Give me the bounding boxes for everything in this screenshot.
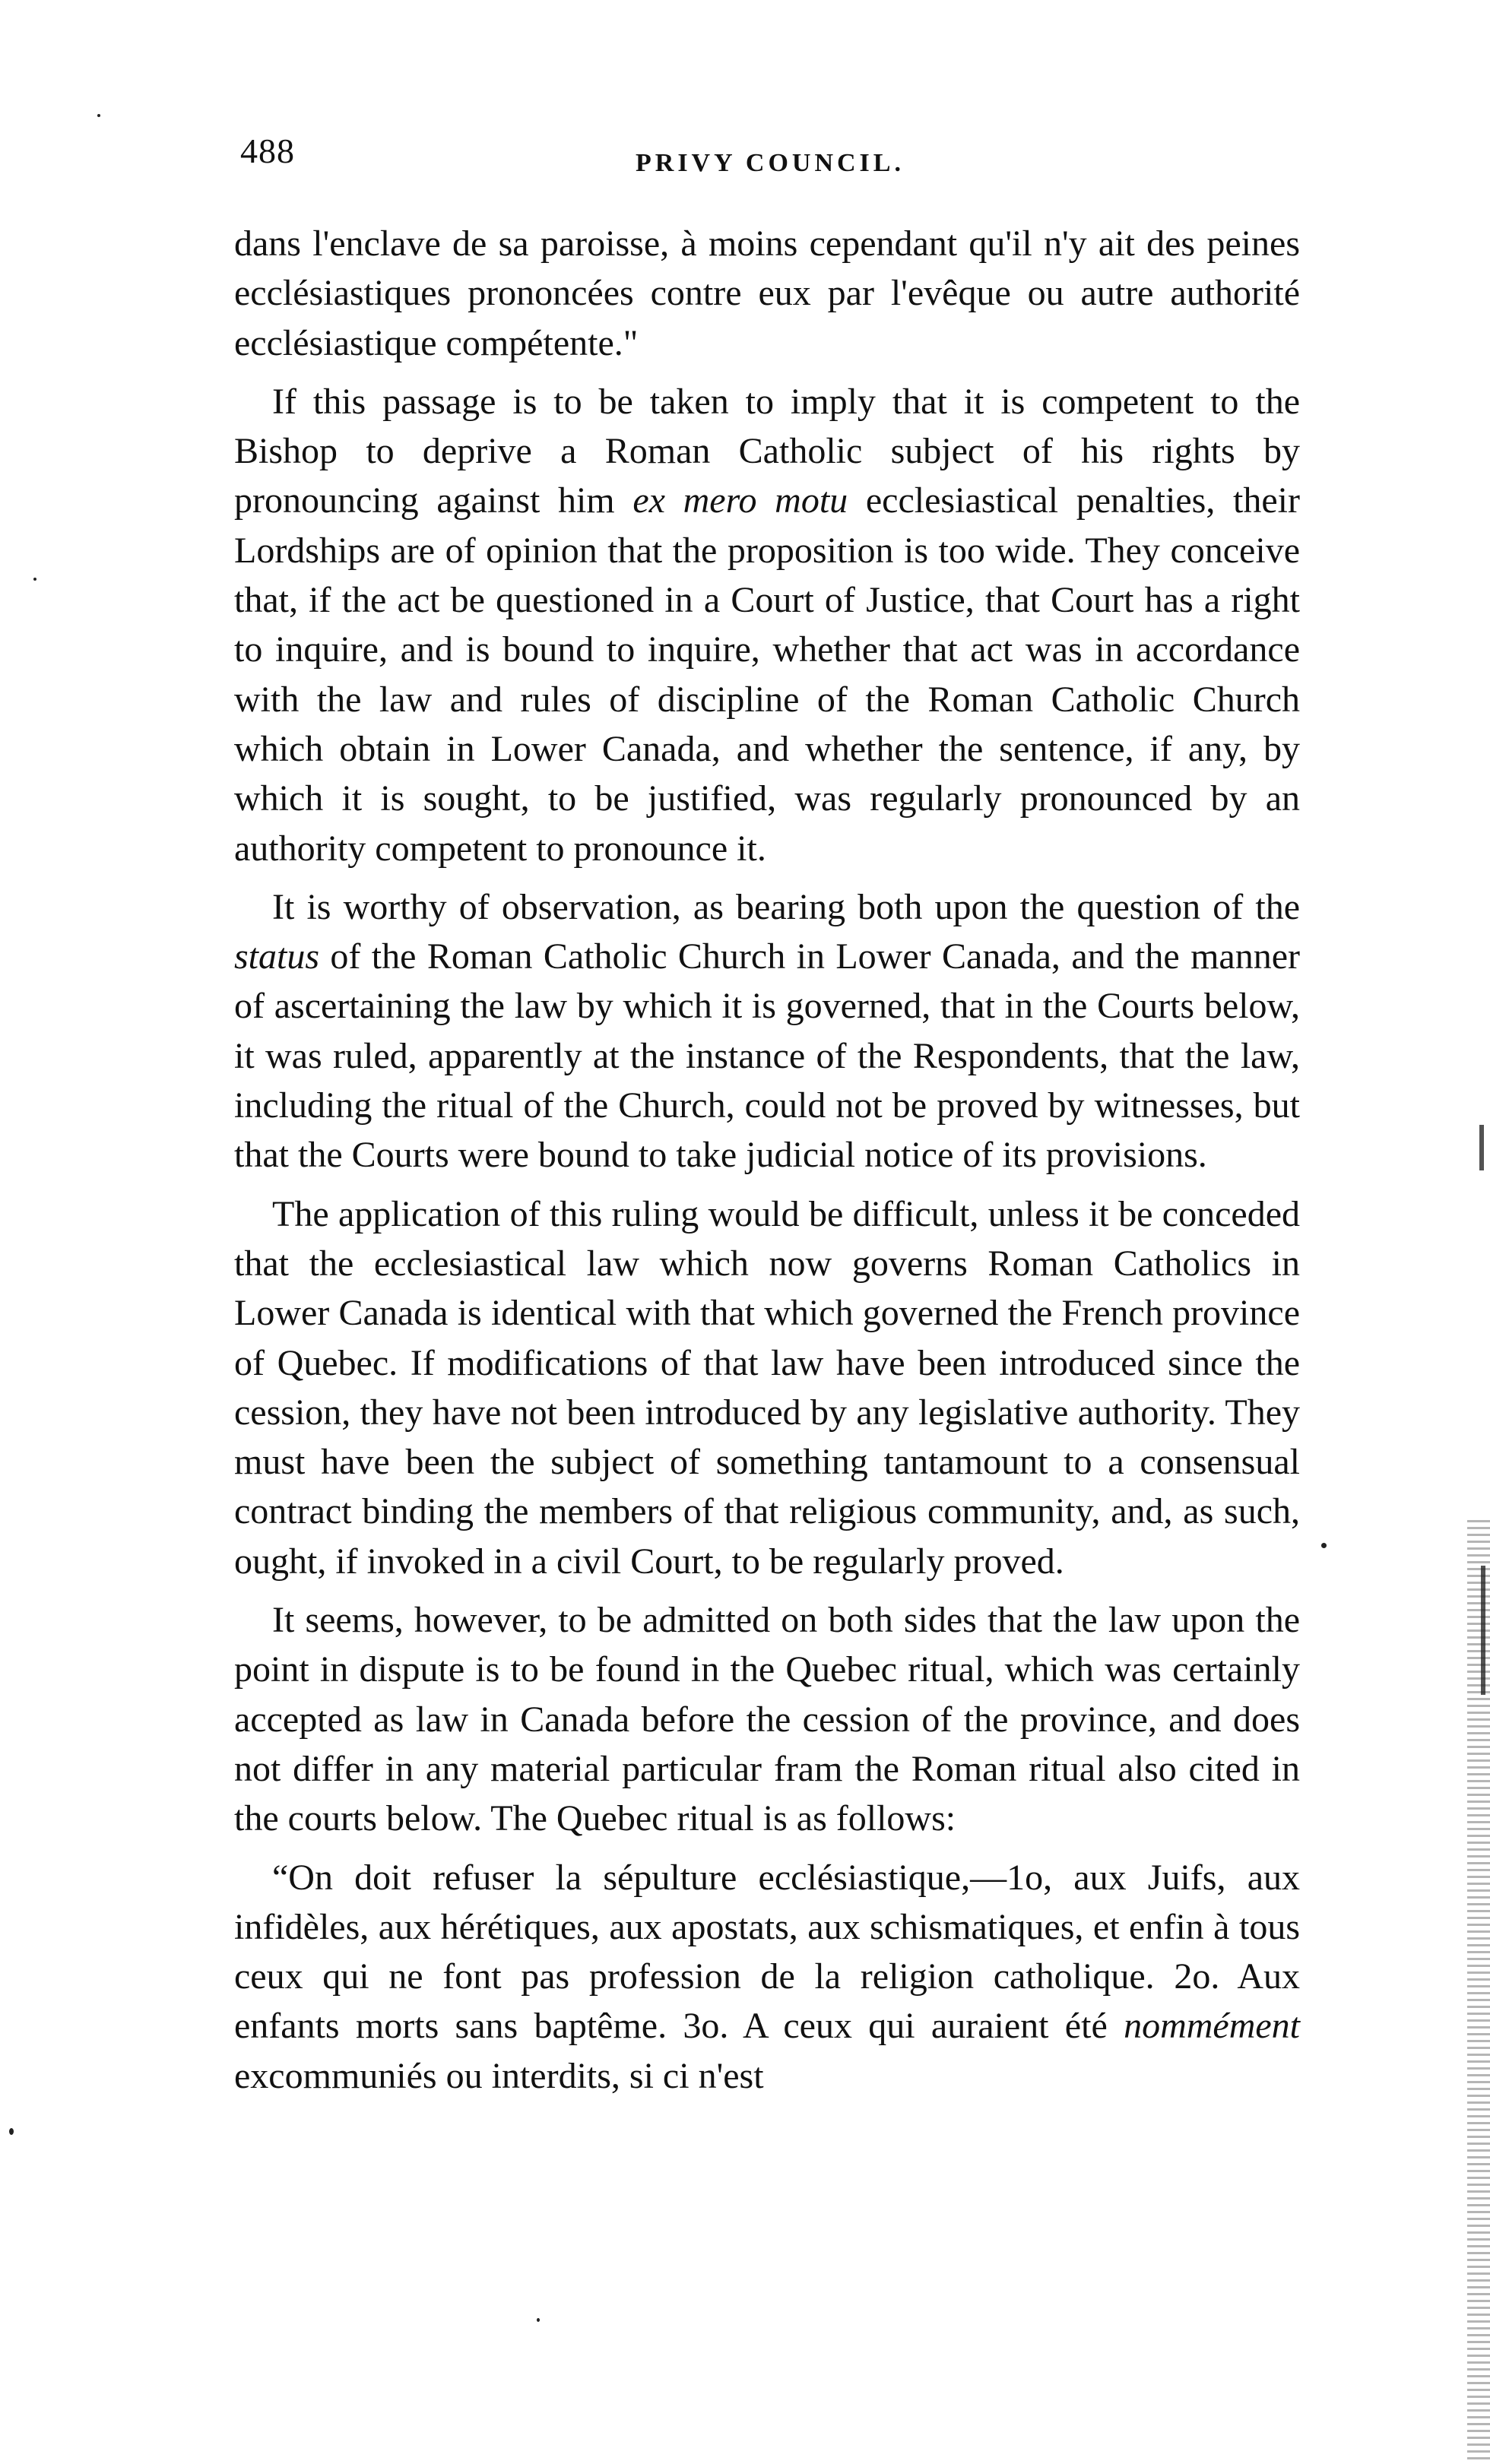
paragraph [234,377,1300,873]
italic-phrase: nommément [1124,2006,1300,2047]
paragraph-text: If this passage is to be taken to imply that it is competent to the Bishop to deprive a Roman Catholic subject of his rights by pronouncing against him [234,381,1300,521]
paragraph-text: It seems, however, to be admitted on both sides that the law upon the point in dispute is to be found in the Quebec ritual, which was certainly accepted as law in Canada before the cession of the province, and does not differ in any material particular fram the Roman ritual also cited in the courts below. The Quebec ritual is as follows: [234,1600,1300,1839]
page-number: 488 [240,131,295,170]
page-header [240,128,1300,188]
italic-phrase: status [234,936,320,977]
paragraph-text: ecclesiastical penalties, their Lordships are of opinion that the proposition is too wide. They conceive that, if the act be questioned in a Court of Justice, that Court has a right to inquire, and is bound to inquire, whether that act was in accordance with the law and rules of discipline of the Roman Catholic Church which obtain in Lower Canada, and whether the sentence, if any, by which it is sought, to be justified, was regularly pronounced by an authority competent to pronounce it. [234,480,1300,869]
paragraph-quote [234,1853,1300,2101]
paragraph [234,1189,1300,1586]
paragraph-text: “On doit refuser la sépulture ecclésiastique,—1o, aux Juifs, aux infidèles, aux hérétiques, aux apostats, aux schismatiques, et enfin à tous ceux qui ne font pas profession de la religion catholique. 2o. Aux enfants morts sans baptême. 3o. A ceux qui auraient été [234,1857,1300,2047]
scan-speck [537,2318,540,2322]
running-head: PRIVY COUNCIL. [636,149,905,177]
paragraph [234,1595,1300,1843]
scan-speck [1321,1543,1327,1548]
paragraph-text: The application of this ruling would be difficult, unless it be conceded that the ecclesiastical law which now governs Roman Catholics in Lower Canada is identical with that which governed the French province of Quebec. If modifications of that law have been introduced since the cession, they have not been introduced by any legislative authority. They must have been the subject of something tantamount to a consensual contract binding the members of that religious community, and, as such, ought, if invoked in a civil Court, to be regularly proved. [234,1193,1300,1582]
body-text [234,219,1300,2101]
scan-speck [33,578,36,581]
paragraph-continued-quote [234,219,1300,368]
scan-speck [9,2128,14,2135]
paragraph-text: excommuniés ou interdits, si ci n'est [234,2055,764,2096]
paragraph-text: of the Roman Catholic Church in Lower Canada, and the manner of ascertaining the law by which it is governed, that in the Courts below, it was ruled, apparently at the instance of the Respondents, that the law, including the ritual of the Church, could not be proved by witnesses, but that the Courts were bound to take judicial notice of its provisions. [234,936,1300,1176]
paragraph-text: dans l'enclave de sa paroisse, à moins cependant qu'il n'y ait des peines ecclésiastiques prononcées contre eux par l'evêque ou autre authorité ecclésiastique compétente." [234,223,1300,363]
paragraph-text: It is worthy of observation, as bearing both upon the question of the [272,886,1300,927]
paragraph [234,882,1300,1180]
scan-edge-mark [1479,1125,1484,1170]
scan-speck [97,114,100,117]
scan-edge-noise [1467,1520,1490,2462]
italic-phrase: ex mero motu [632,480,848,521]
